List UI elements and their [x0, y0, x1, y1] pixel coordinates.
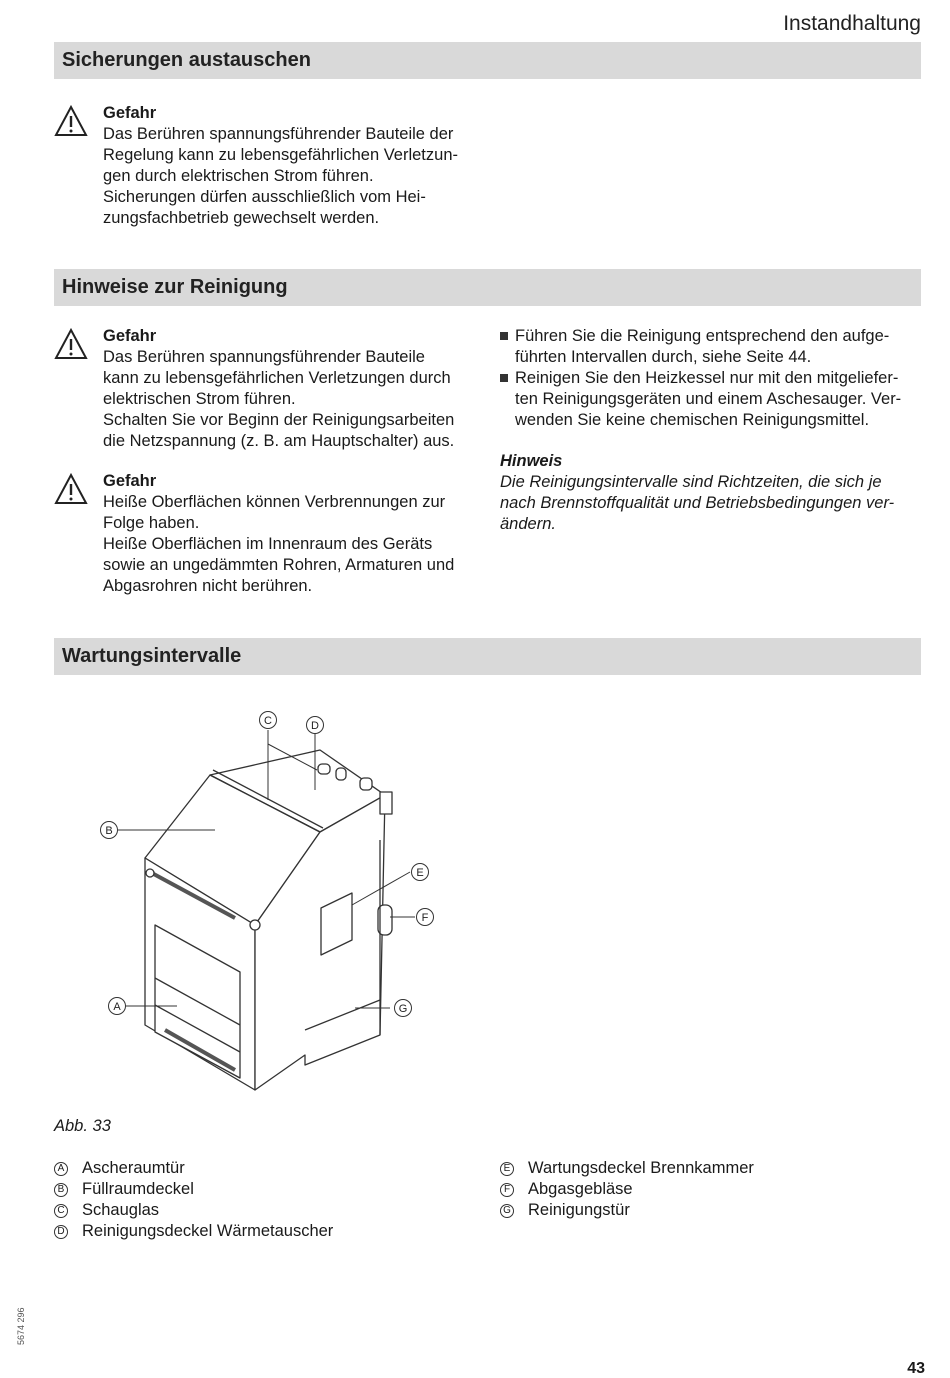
svg-text:A: A — [113, 1001, 121, 1013]
flow-pipe — [380, 792, 392, 814]
section-title-cleaning: Hinweise zur Reinigung — [54, 269, 921, 306]
svg-text:D: D — [311, 720, 319, 732]
legend-label: Reinigungstür — [528, 1201, 630, 1219]
legend-key: A — [54, 1162, 68, 1176]
callout-g — [395, 1000, 412, 1017]
warning-line: Heiße Oberflächen können Verbrennungen zur — [103, 493, 446, 511]
legend-item — [500, 1179, 754, 1200]
warning-title: Gefahr — [103, 104, 157, 122]
list-item-line: ten Reinigungsgeräten und einem Aschesauger. Ver- — [515, 390, 902, 408]
callout-f — [417, 909, 434, 926]
warning-line: Folge haben. — [103, 514, 200, 532]
note-line: Die Reinigungsintervalle sind Richtzeiten, die sich je — [500, 473, 882, 491]
warning-line: kann zu lebensgefährlichen Verletzungen durch — [103, 369, 451, 387]
warning-icon — [54, 473, 88, 505]
svg-text:C: C — [264, 715, 272, 727]
warning-line: Abgasrohren nicht berühren. — [103, 577, 313, 595]
warning-title: Gefahr — [103, 327, 157, 345]
figure-caption: Abb. 33 — [54, 1117, 111, 1135]
legend-label: Füllraumdeckel — [82, 1180, 194, 1198]
list-item-line: wenden Sie keine chemischen Reinigungsmittel. — [515, 411, 870, 429]
legend-left — [54, 1158, 333, 1242]
svg-text:G: G — [398, 1003, 408, 1015]
list-item-line: Reinigen Sie den Heizkessel nur mit den mitgeliefer- — [515, 369, 899, 387]
legend-key: F — [500, 1183, 514, 1197]
chapter-title: Instandhaltung — [783, 12, 921, 35]
legend-label: Schauglas — [82, 1201, 160, 1219]
legend-item — [500, 1200, 754, 1221]
legend-label: Abgasgebläse — [528, 1180, 633, 1198]
legend-label: Wartungsdeckel Brennkammer — [528, 1159, 754, 1177]
callout-a — [109, 998, 126, 1015]
legend-right — [500, 1158, 754, 1221]
warning-title: Gefahr — [103, 472, 157, 490]
list-item-line: führten Intervallen durch, siehe Seite 44. — [515, 348, 812, 366]
svg-text:B: B — [105, 825, 113, 837]
warning-line: Heiße Oberflächen im Innenraum des Geräts — [103, 535, 433, 553]
warning-block-electric — [54, 326, 484, 452]
warning-line: Sicherungen dürfen ausschließlich vom Hei- — [103, 188, 426, 206]
bullet-square-icon — [500, 374, 508, 382]
warning-line: Das Berühren spannungsführender Bauteile — [103, 348, 425, 366]
list-item-line: Führen Sie die Reinigung entsprechend den aufge- — [515, 327, 890, 345]
section-title-maintenance: Wartungsintervalle — [54, 638, 921, 675]
warning-block-hot-surface — [54, 471, 484, 597]
page-number: 43 — [907, 1360, 925, 1377]
warning-line: Das Berühren spannungsführender Bauteile der — [103, 125, 454, 143]
legend-item — [54, 1221, 333, 1242]
note-title: Hinweis — [500, 452, 563, 470]
note-line: ändern. — [500, 515, 556, 533]
callout-c — [260, 712, 277, 729]
warning-line: die Netzspannung (z. B. am Hauptschalter) aus. — [103, 432, 455, 450]
warning-line: sowie an ungedämmten Rohren, Armaturen und — [103, 556, 455, 574]
legend-key: G — [500, 1204, 514, 1218]
callout-d — [307, 717, 324, 734]
legend-item — [54, 1158, 333, 1179]
warning-icon — [54, 328, 88, 360]
legend-key: C — [54, 1204, 68, 1218]
legend-label: Ascheraumtür — [82, 1159, 185, 1177]
cleaning-instructions — [500, 326, 920, 431]
svg-text:E: E — [416, 867, 424, 879]
warning-icon — [54, 105, 88, 137]
warning-line: zungsfachbetrieb gewechselt werden. — [103, 209, 380, 227]
warning-line: Regelung kann zu lebensgefährlichen Verletzun- — [103, 146, 458, 164]
boiler-illustration — [90, 700, 450, 1100]
callout-b — [101, 822, 118, 839]
legend-item — [500, 1158, 754, 1179]
callout-e — [412, 864, 429, 881]
document-number: 5674 296 — [16, 1307, 26, 1345]
note-block — [500, 451, 920, 535]
legend-key: D — [54, 1225, 68, 1239]
legend-label: Reinigungsdeckel Wärmetauscher — [82, 1222, 334, 1240]
warning-line: Schalten Sie vor Beginn der Reinigungsarbeiten — [103, 411, 455, 429]
legend-item — [54, 1179, 333, 1200]
legend-key: B — [54, 1183, 68, 1197]
list-item — [500, 326, 920, 368]
list-item — [500, 368, 920, 431]
legend-item — [54, 1200, 333, 1221]
warning-line: elektrischen Strom führen. — [103, 390, 296, 408]
warning-line: gen durch elektrischen Strom führen. — [103, 167, 374, 185]
section-title-fuses: Sicherungen austauschen — [54, 42, 921, 79]
svg-text:F: F — [421, 912, 429, 924]
note-line: nach Brennstoffqualität und Betriebsbedingungen ver- — [500, 494, 895, 512]
legend-key: E — [500, 1162, 514, 1176]
bullet-square-icon — [500, 332, 508, 340]
warning-block-fuses — [54, 103, 484, 229]
